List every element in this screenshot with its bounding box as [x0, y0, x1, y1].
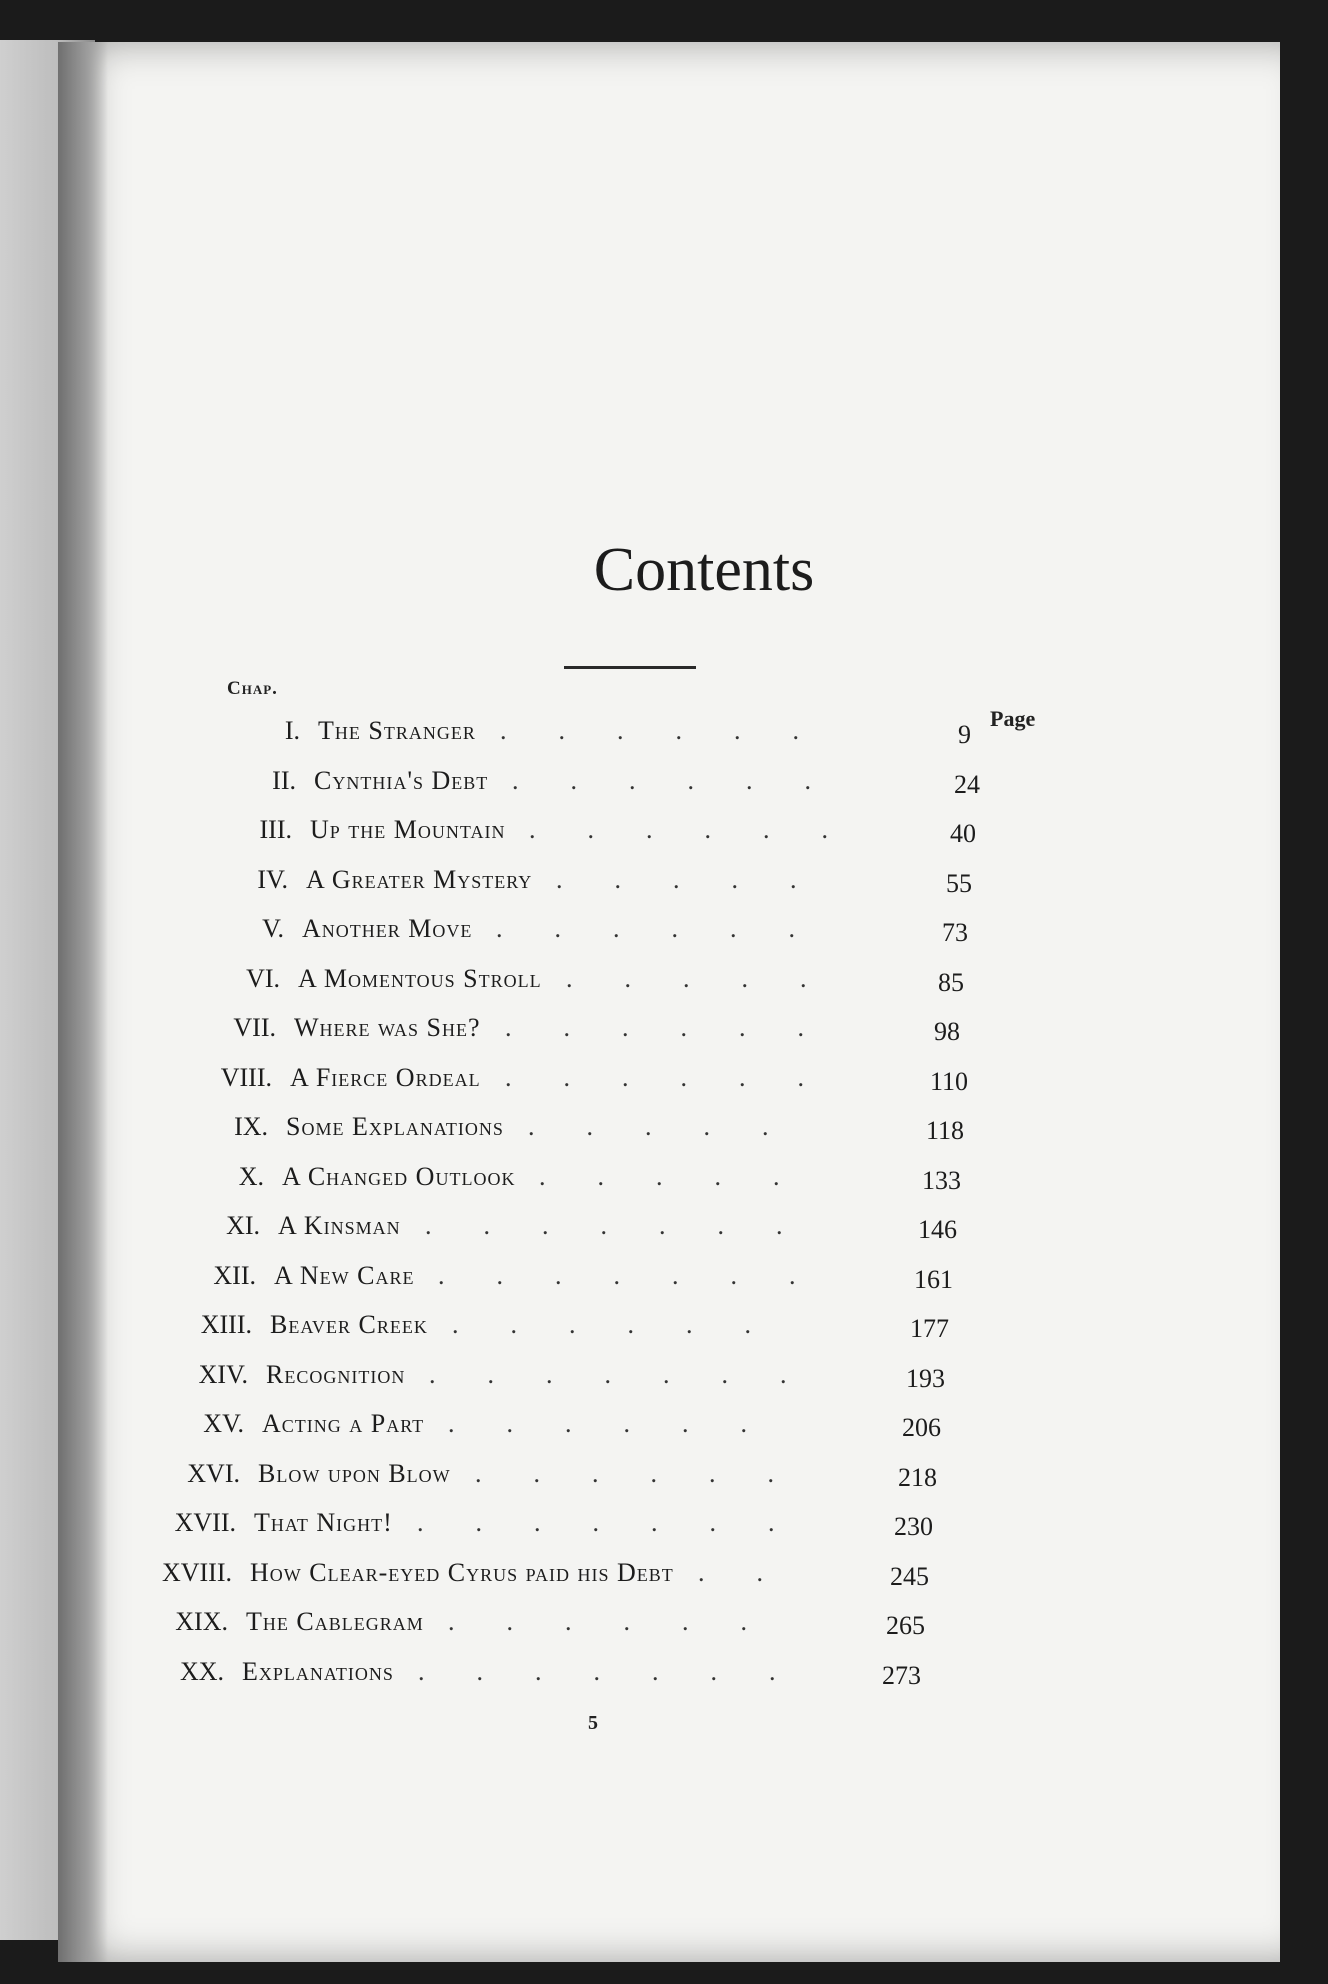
chapter-title: The Cablegram	[246, 1607, 424, 1636]
toc-row	[82, 1558, 962, 1598]
toc-row	[74, 1657, 954, 1697]
dot-leader: . . . . .	[566, 963, 807, 993]
toc-row	[102, 1310, 982, 1350]
toc-row	[138, 865, 1018, 905]
chapter-number: VII.	[233, 1013, 276, 1042]
chapter-page-number: 24	[954, 769, 980, 799]
chapter-number: XVI.	[187, 1458, 240, 1488]
chapter-title: Recognition	[266, 1359, 406, 1389]
chapter-number: XV.	[203, 1409, 244, 1438]
chapter-title: Acting a Part	[262, 1409, 425, 1438]
chapter-number: IX.	[234, 1112, 268, 1141]
chapter-title: Up the Mountain	[310, 815, 506, 844]
chapter-title: Another Move	[302, 914, 473, 943]
dot-leader: . . . . . .	[496, 914, 795, 943]
dot-leader: . . . . . .	[452, 1310, 751, 1339]
chapter-number: XIV.	[198, 1359, 248, 1389]
dot-leader: . . . . .	[556, 864, 797, 894]
toc-row	[110, 1211, 990, 1251]
chapter-title: The Stranger	[318, 716, 476, 745]
chapter-number: II.	[272, 765, 296, 795]
toc-row	[126, 1013, 1006, 1053]
chapter-number: XX.	[179, 1656, 224, 1686]
chapter-number: XIX.	[175, 1607, 228, 1636]
toc-row	[114, 1162, 994, 1202]
dot-leader: . . . . . . .	[429, 1359, 787, 1389]
page-number: 5	[588, 1712, 598, 1734]
chapter-number: III.	[259, 815, 292, 844]
chapter-page-number: 110	[930, 1066, 969, 1096]
chapter-title: A Greater Mystery	[306, 864, 533, 894]
chapter-title: A New Care	[274, 1260, 415, 1290]
chapter-page-number: 230	[894, 1512, 933, 1541]
chapter-number: VI.	[246, 963, 280, 993]
chapter-page-number: 193	[906, 1363, 945, 1393]
chapter-column-label: Chap.	[227, 678, 278, 699]
chapter-number: X.	[238, 1161, 264, 1191]
chapter-page-number: 146	[918, 1215, 957, 1244]
chapter-page-number: 133	[922, 1165, 961, 1195]
chapter-page-number: 73	[942, 918, 968, 947]
toc-row	[142, 815, 1022, 855]
chapter-title: Cynthia's Debt	[314, 765, 489, 795]
chapter-page-number: 245	[890, 1561, 929, 1591]
chapter-title: Where was She?	[294, 1013, 481, 1042]
chapter-number: I.	[284, 716, 300, 745]
chapter-page-number: 218	[898, 1462, 937, 1492]
chapter-title: A Momentous Stroll	[298, 963, 542, 993]
chapter-title: Blow upon Blow	[258, 1458, 451, 1488]
dot-leader: . . . . . .	[512, 765, 811, 795]
toc-row	[146, 766, 1026, 806]
chapter-title: A Fierce Ordeal	[290, 1062, 481, 1092]
toc-row	[90, 1459, 970, 1499]
chapter-page-number: 9	[958, 720, 971, 749]
chapter-page-number: 55	[946, 868, 972, 898]
dot-leader: . . . . . .	[475, 1458, 774, 1488]
dot-leader: . . . . . .	[505, 1013, 804, 1042]
toc-row	[98, 1360, 978, 1400]
dot-leader: . . . . . .	[500, 716, 799, 745]
chapter-number: XII.	[213, 1260, 256, 1290]
heading-rule	[564, 666, 696, 669]
toc-row	[150, 716, 1030, 756]
dot-leader: . . . . . . .	[418, 1656, 776, 1686]
chapter-number: IV.	[257, 864, 288, 894]
chapter-number: XIII.	[200, 1310, 252, 1339]
chapter-page-number: 98	[934, 1017, 960, 1046]
chapter-title: Beaver Creek	[270, 1310, 428, 1339]
chapter-title: A Changed Outlook	[282, 1161, 516, 1191]
chapter-number: V.	[262, 914, 284, 943]
toc-row	[106, 1261, 986, 1301]
chapter-page-number: 206	[902, 1413, 941, 1442]
chapter-number: XVII.	[174, 1508, 236, 1537]
toc-row	[130, 964, 1010, 1004]
dot-leader: . . . . .	[528, 1112, 769, 1141]
chapter-number: VIII.	[220, 1062, 272, 1092]
chapter-page-number: 85	[938, 967, 964, 997]
toc-row	[78, 1607, 958, 1647]
chapter-page-number: 177	[910, 1314, 949, 1343]
dot-leader: . . . . . . .	[425, 1211, 783, 1240]
chapter-page-number: 118	[926, 1116, 965, 1145]
chapter-title: A Kinsman	[278, 1211, 401, 1240]
dot-leader: . .	[698, 1557, 763, 1587]
chapter-title: How Clear-eyed Cyrus paid his Debt	[250, 1557, 674, 1587]
toc-row	[134, 914, 1014, 954]
toc-row	[86, 1508, 966, 1548]
page-column-label: Page	[990, 706, 1036, 731]
chapter-number: XVIII.	[161, 1557, 232, 1587]
chapter-title: Some Explanations	[286, 1112, 504, 1141]
dot-leader: . . . . . .	[448, 1409, 747, 1438]
contents-heading: Contents	[593, 536, 815, 604]
dot-leader: . . . . . .	[529, 815, 828, 844]
chapter-page-number: 265	[886, 1611, 925, 1640]
dot-leader: . . . . .	[539, 1161, 780, 1191]
dot-leader: . . . . . . .	[438, 1260, 796, 1290]
dot-leader: . . . . . . .	[417, 1508, 775, 1537]
dot-leader: . . . . . .	[448, 1607, 747, 1636]
chapter-title: That Night!	[254, 1508, 393, 1537]
chapter-page-number: 273	[882, 1660, 921, 1690]
dot-leader: . . . . . .	[505, 1062, 804, 1092]
chapter-page-number: 161	[914, 1264, 953, 1294]
chapter-page-number: 40	[950, 819, 976, 848]
toc-row	[94, 1409, 974, 1449]
toc-row	[118, 1112, 998, 1152]
chapter-title: Explanations	[242, 1656, 394, 1686]
chapter-number: XI.	[226, 1211, 260, 1240]
toc-row	[122, 1063, 1002, 1103]
